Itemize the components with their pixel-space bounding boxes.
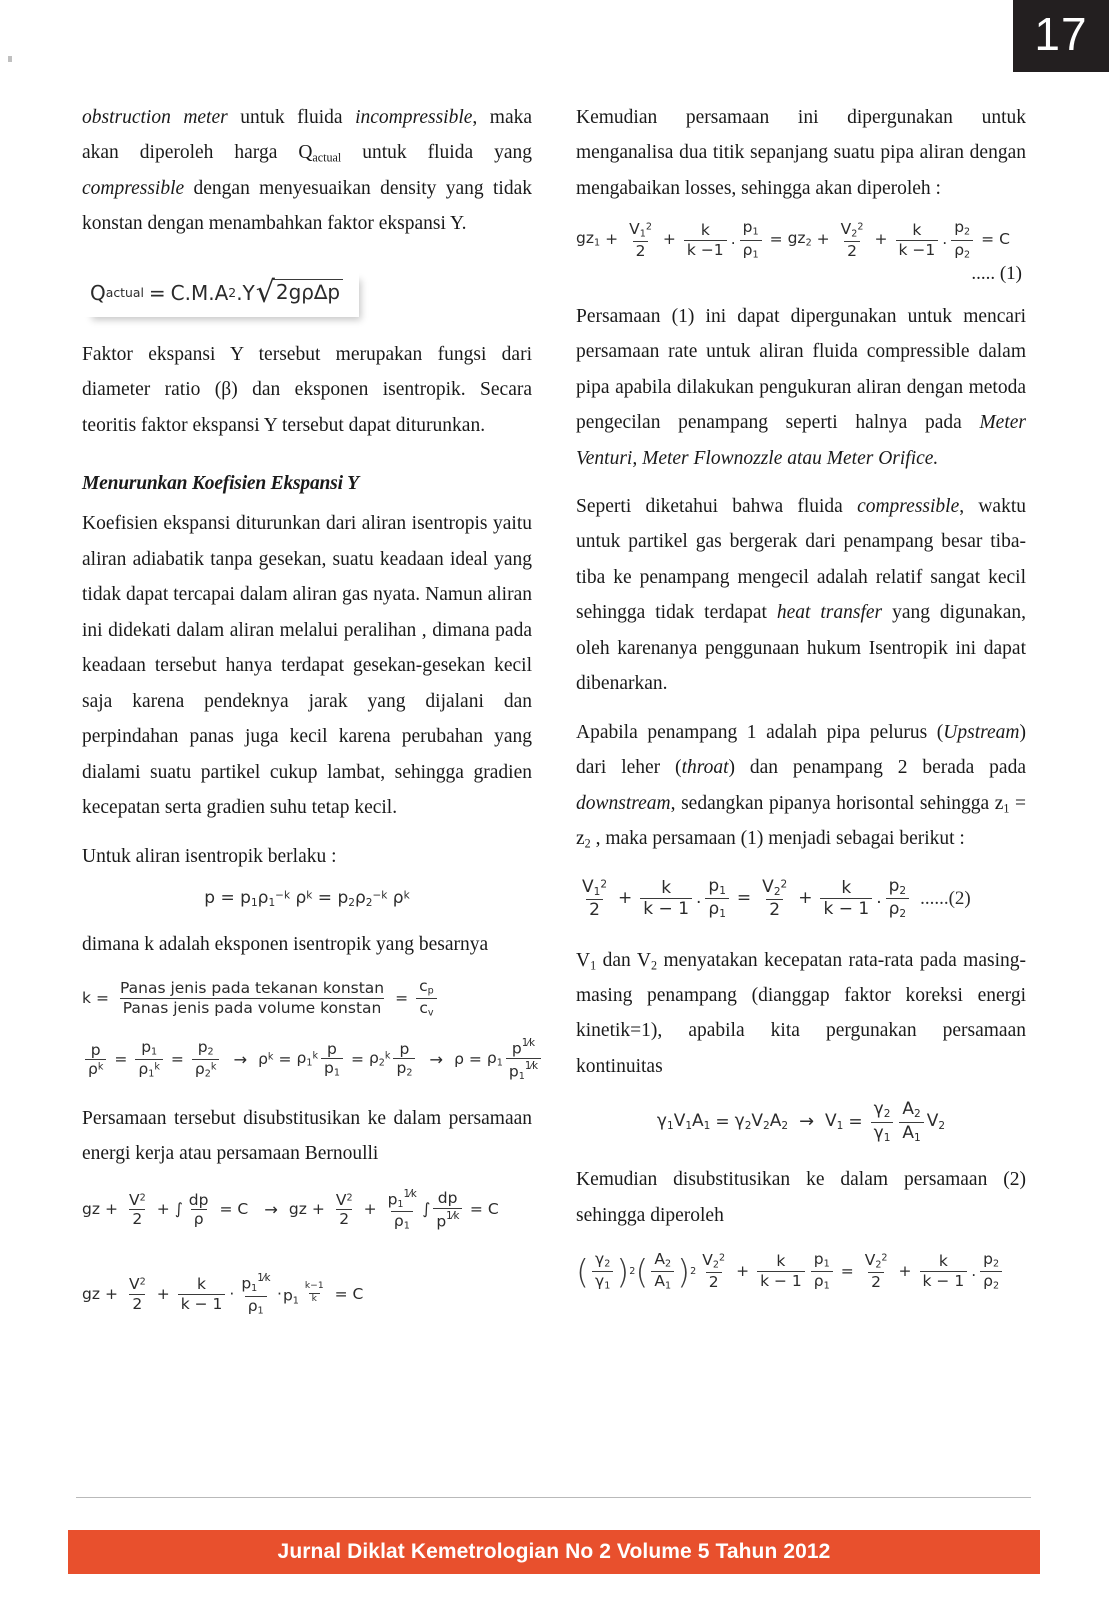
fraction-v2-over-2-c — [126, 1276, 149, 1312]
plus-e1-1: + — [605, 230, 619, 249]
denominator-k-minus-1-e3b: k − 1 — [920, 1271, 968, 1290]
equation-1 — [576, 219, 1026, 260]
multiply-dot-2: · — [277, 1284, 282, 1303]
denominator-2-e2b: 2 — [766, 899, 783, 919]
integral-icon-2: ∫ — [422, 1200, 431, 1219]
paragraph-faktor-ekspansi: Faktor ekspansi Y tersebut merupakan fungsi dari diameter ratio (β) dan eksponen isentropik. Secara teoritis faktor ekspansi Y tersebut dapat diturunkan. — [82, 343, 532, 436]
fraction-cp-cv — [416, 978, 437, 1019]
term-compressible-2: compressible — [857, 496, 960, 517]
text-density-ekspansi: dengan menyesuaikan density yang tidak konstan dengan menambahkan faktor ekspansi Y. — [82, 177, 532, 235]
numerator-k-e1b: k — [912, 220, 922, 239]
v2-tail: $V_2$ — [926, 1111, 946, 1132]
fraction-p-over-p1 — [321, 1041, 343, 1080]
term-upstream: Upstream — [943, 721, 1020, 743]
z-subscript-1: 1 — [1003, 801, 1010, 816]
plus-e1-4: + — [874, 230, 888, 249]
denominator-k-minus-1-a: k − 1 — [178, 1294, 226, 1313]
denominator-rho1-b: $\rho_1$ — [245, 1296, 267, 1317]
equals-e1: = — [769, 230, 783, 249]
fraction-dp-over-rho — [186, 1192, 212, 1228]
paragraph-untuk-aliran-isentropik: Untuk aliran isentropik berlaku : — [82, 845, 337, 867]
numerator-p2-e2: $p_2$ — [888, 875, 907, 897]
equals-sign-cp-cv: = — [395, 988, 409, 1007]
equals-5: = — [468, 1050, 482, 1069]
plus-e3-1: + — [736, 1261, 750, 1280]
gamma2-v2-a2: $\gamma_2V_2A_2$ — [734, 1111, 789, 1132]
denominator-2-c: 2 — [129, 1294, 145, 1313]
numerator-gamma2: $\gamma_2$ — [873, 1099, 891, 1121]
equation-k-definition — [82, 978, 532, 1019]
fraction-p1exp-over-rho1-b — [238, 1272, 273, 1316]
numerator-v-squared-b: $V^2$ — [335, 1190, 353, 1209]
footer-journal-title: Jurnal Diklat Kemetrologian No 2 Volume 5 Tahun 2012 — [277, 1540, 831, 1563]
denominator-2-e1b: 2 — [844, 241, 860, 260]
numerator-v2-squared-e3b: $V_2^2$ — [864, 1251, 888, 1271]
term-meter-venturi-orifice: Meter Venturi, Meter Flownozzle atau Meter Orifice. — [576, 412, 1026, 469]
paragraph-seperti-diketahui — [576, 489, 1026, 702]
paragraph-dimana-k: dimana k adalah eksponen isentropik yang besarnya — [82, 933, 489, 955]
paragraph-kemudian-disubstitusikan: Kemudian disubstitusikan ke dalam persamaan (2) sehingga diperoleh — [576, 1169, 1026, 1226]
denominator-k-minus-1-e3a: k − 1 — [757, 1271, 805, 1290]
arrow-icon-cont: → — [799, 1111, 815, 1133]
plus-5: + — [104, 1284, 118, 1303]
page-number: 17 — [1034, 8, 1088, 60]
numerator-p: p — [90, 1040, 101, 1059]
equation-1-wrapper — [576, 219, 1026, 284]
k-symbol: k — [82, 988, 91, 1007]
equation-continuity — [576, 1100, 1026, 1144]
equation-2-number: ......(2) — [920, 888, 971, 910]
y-term: .Y — [236, 280, 255, 305]
paragraph-persamaan-1-rate — [576, 299, 1026, 476]
fraction-p1-over-rho1-k — [135, 1039, 163, 1080]
numerator-v2-squared-e3a: $V_2^2$ — [702, 1251, 726, 1271]
term-throat: throat — [681, 757, 729, 779]
radical-icon: √ — [255, 274, 275, 310]
text-dari-leher: ) dari leher ( — [576, 721, 1026, 779]
numerator-v2-squared-e1: $V_2^2$ — [840, 219, 864, 240]
numerator-k-e2a: k — [661, 877, 672, 898]
equation-3 — [576, 1251, 1026, 1292]
term-heat-transfer: heat transfer — [776, 602, 883, 624]
denominator-2-e3a: 2 — [706, 1272, 722, 1291]
equation-1-number: ..... (1) — [971, 262, 1022, 284]
scan-speck — [8, 56, 12, 62]
equals-cont: = — [715, 1111, 730, 1132]
plus-4: + — [363, 1200, 377, 1219]
term-compressible: compressible — [82, 177, 185, 199]
equals-c-1: = C — [219, 1200, 249, 1219]
v-subscript-2: 2 — [650, 957, 657, 972]
denominator-rho1-e1: $\rho_1$ — [740, 240, 762, 261]
numerator-gamma2-e3: $\gamma_2$ — [595, 1250, 611, 1270]
equation-isentropic — [82, 890, 532, 908]
numerator-a2-e3: $A_2$ — [654, 1250, 672, 1270]
fraction-p-over-rho-k — [85, 1042, 106, 1078]
close-paren-2: ) — [677, 1251, 691, 1291]
numerator-k-e3a: k — [776, 1252, 786, 1271]
open-paren-2: ( — [635, 1251, 649, 1291]
denominator-2-e3b: 2 — [868, 1272, 884, 1291]
page-content — [82, 100, 1027, 1335]
paragraph-persamaan-disubstitusikan: Persamaan tersebut disubstitusikan ke dalam persamaan energi kerja atau persamaan Bernoulli — [82, 1107, 532, 1165]
numerator-p1-e2: $p_1$ — [708, 875, 726, 897]
text-waktu-partikel: , waktu untuk partikel gas bergerak dari penampang besar tiba-tiba ke penampang mengecil adalah relatif sangat kecil sehingga tidak terdapat — [576, 496, 1026, 624]
gz-term-2: gz — [288, 1200, 307, 1219]
numerator-p1-exp-b: $p_11⁄k$ — [241, 1271, 271, 1295]
gz2-term: $gz_2$ — [787, 229, 812, 250]
footer-banner — [68, 1530, 1040, 1574]
fraction-p1-over-rho1-e2 — [705, 877, 729, 921]
denominator-rho1-k: $\rho_1^k$ — [135, 1059, 163, 1080]
text-dan-v: dan V — [596, 949, 651, 971]
fraction-k-over-k-minus-1-e2a — [640, 879, 692, 919]
denominator-2-a: 2 — [129, 1209, 145, 1228]
arrow-icon-3: → — [264, 1199, 278, 1219]
radicand: 2gρ∆p — [273, 279, 343, 307]
rho1-k: $\rho_1^k$ — [296, 1049, 318, 1069]
numerator-k-e3b: k — [938, 1252, 948, 1271]
denominator-k-minus-1-e2b: k − 1 — [820, 898, 872, 918]
text-seperti-diketahui: Seperti diketahui bahwa fluida — [576, 496, 858, 517]
close-paren-1: ) — [616, 1251, 630, 1291]
denominator-k-minus-1-e2a: k − 1 — [640, 898, 692, 918]
equals-c-e1: = C — [981, 230, 1010, 249]
rho-k-lhs: $\rho^k$ — [258, 1050, 274, 1069]
plus-e1-2: + — [662, 230, 676, 249]
fraction-v2-over-2-a — [126, 1192, 149, 1228]
text-dan-penampang-2: ) dan penampang 2 berada pada — [728, 757, 1026, 779]
arrow-icon-2: → — [429, 1049, 444, 1069]
text-equals-z: = z — [576, 792, 1026, 850]
multiply-dot-e1-1: . — [730, 230, 736, 249]
v-subscript-1: 1 — [590, 957, 597, 972]
denominator-rho2-e3: $\rho_2$ — [980, 1271, 1002, 1292]
fraction-k-over-k-minus-1-e1a — [684, 222, 727, 258]
fraction-gamma2-over-gamma1-e3 — [592, 1251, 613, 1292]
paragraph-obstruction-meter — [82, 100, 532, 242]
integral-icon-1: ∫ — [174, 1200, 183, 1219]
gz1-term: $gz_1$ — [576, 229, 601, 250]
text-untuk-fluida-yang: untuk fluida yang — [341, 142, 533, 164]
plus-e3-2: + — [898, 1261, 912, 1280]
fraction-dp-over-p-exp — [433, 1190, 462, 1230]
a-subscript: 2 — [228, 284, 237, 300]
multiply-dot-e2-2: . — [876, 888, 882, 909]
denominator-k-minus-1-e1a: k −1 — [684, 240, 727, 259]
text-maka-persamaan-1: , maka persamaan (1) menjadi sebagai berikut : — [590, 828, 965, 850]
denominator-a1-e3: $A_1$ — [651, 1271, 674, 1292]
numerator-p1-e1: $p_1$ — [742, 218, 759, 239]
footer-divider-rule — [76, 1497, 1031, 1498]
equals-3: = — [278, 1050, 292, 1069]
section-heading-menurunkan: Menurunkan Koefisien Ekspansi Y — [82, 472, 359, 494]
cma-term: C.M.A — [170, 280, 229, 305]
paragraph-v1-v2-kecepatan — [576, 943, 1026, 1085]
denominator-2-e2a: 2 — [586, 899, 603, 919]
plus-2: + — [156, 1200, 170, 1219]
fraction-a2-over-a1 — [899, 1100, 923, 1144]
equation-rho-chain — [82, 1036, 538, 1083]
numerator-p1-exp-a: $p_11⁄k$ — [387, 1186, 417, 1210]
cp-term: $c_p$ — [419, 977, 434, 997]
term-incompressible: incompressible — [355, 107, 473, 128]
equals-e3: = — [840, 1261, 854, 1280]
fraction-k-over-k-minus-1-e1b — [896, 222, 939, 258]
paragraph-kemudian-persamaan: Kemudian persamaan ini dipergunakan untuk menganalisa dua titik sepanjang suatu pipa aliran dengan mengabaikan losses, sehingga akan diperoleh : — [576, 107, 1026, 199]
multiply-dot-e1-2: . — [942, 230, 948, 249]
gz-term-3: gz — [82, 1284, 100, 1303]
equals-c-3: = C — [334, 1284, 364, 1303]
denominator-p1: $p_1$ — [321, 1058, 343, 1079]
equation-q-actual — [90, 274, 343, 310]
exp-num-k-minus-1: k−1 — [304, 1281, 324, 1292]
numerator-p2: $p_2$ — [197, 1038, 214, 1059]
fraction-p1exp-over-rho1 — [385, 1188, 420, 1232]
equals-e2: = — [736, 888, 752, 909]
denominator-a1: $A_1$ — [899, 1122, 923, 1144]
fraction-k-over-k-minus-1-a — [178, 1276, 226, 1312]
denominator-rho1-e2: $\rho_1$ — [705, 898, 729, 920]
denominator-gamma1: $\gamma_1$ — [871, 1122, 894, 1144]
multiply-dot-e2-1: . — [696, 888, 702, 909]
fraction-v2sq-over-2-e2 — [759, 878, 790, 920]
fraction-a2-over-a1-e3 — [651, 1251, 674, 1292]
fraction-denominator: Panas jenis pada volume konstan — [120, 998, 385, 1017]
fraction-p-exp-over-p1-exp — [506, 1037, 541, 1083]
numerator-v1-squared-e2: $V_1^2$ — [582, 876, 608, 898]
text-v-symbol-1: V — [576, 949, 591, 971]
fraction-p2-over-rho2-e1 — [951, 219, 973, 260]
denominator-rho: ρ — [191, 1209, 207, 1228]
exp-den-k: k — [309, 1293, 320, 1305]
equation-bernoulli-2 — [82, 1272, 532, 1316]
denominator-k-minus-1-e1b: k −1 — [896, 240, 939, 259]
fraction-k-over-k-minus-1-e3a — [757, 1253, 805, 1289]
text-menyatakan-kecepatan: menyatakan kecepatan rata-rata pada masing-masing penampang (dianggap faktor koreksi energi kinetik=1), apabila kita pergunakan persamaan kontinuitas — [576, 949, 1027, 1077]
numerator-k-e1a: k — [700, 220, 710, 239]
denominator-rho2-e2: $\rho_2$ — [886, 898, 910, 920]
denominator-rho1-e3: $\rho_1$ — [811, 1271, 833, 1292]
text-persamaan-1-body: Persamaan (1) ini dapat dipergunakan untuk mencari persamaan rate untuk aliran fluida compressible dalam pipa apabila dilakukan pengukuran aliran dengan metoda pengecilan penampang seperti halnya pada — [576, 305, 1026, 434]
fraction-v2sq-over-2-e3b — [862, 1252, 891, 1291]
equation-2 — [576, 877, 1026, 921]
fraction-v2sq-over-2-e1 — [838, 221, 867, 260]
term-downstream: downstream — [576, 792, 671, 814]
square-root — [255, 274, 343, 310]
equation-q-actual-box — [84, 271, 359, 317]
v1-result: $V_1$ — [825, 1111, 844, 1132]
equation-bernoulli-1 — [82, 1188, 532, 1232]
fraction-v2-over-2-b — [333, 1192, 356, 1228]
fraction-p2-over-rho2-k — [192, 1039, 220, 1080]
q-subscript: actual — [105, 284, 144, 300]
equals-1: = — [114, 1050, 128, 1069]
numerator-v2-squared-e2: $V_2^2$ — [762, 876, 788, 898]
numerator-dp-b: dp — [437, 1188, 458, 1207]
plus-3: + — [311, 1200, 325, 1219]
fraction-k-over-k-minus-1-e2b — [820, 879, 872, 919]
cv-term: $c_v$ — [416, 998, 436, 1019]
fraction-numerator: Panas jenis pada tekanan konstan — [119, 979, 385, 998]
denominator-gamma1-e3: $\gamma_1$ — [592, 1271, 613, 1292]
text-pipanya-horisontal: , sedangkan pipanya horisontal sehingga z — [670, 792, 1004, 814]
gamma1-v1-a1: $\gamma_1V_1A_1$ — [656, 1111, 711, 1132]
left-column — [82, 100, 538, 1335]
equals-c-2: = C — [469, 1200, 499, 1219]
arrow-icon-1: → — [233, 1049, 248, 1069]
q-symbol: Q — [90, 280, 106, 305]
denominator-2-e1a: 2 — [633, 241, 649, 260]
numerator-p1-e3: $p_1$ — [813, 1250, 830, 1270]
exponent-2-b: 2 — [690, 1265, 697, 1277]
rho1-final: $\rho_1$ — [486, 1049, 503, 1069]
subscript-actual: actual — [312, 150, 342, 165]
term-obstruction-meter: obstruction meter — [82, 107, 228, 128]
fraction-gamma2-over-gamma1 — [871, 1100, 894, 1144]
isentropic-expression: $p = p_1\rho_1^{-k}$ $\rho^k = p_2\rho_2^{-k}$ $\rho^k$ — [204, 888, 410, 910]
multiply-dot-1: · — [229, 1284, 235, 1303]
numerator-v1-squared: $V_1^2$ — [629, 219, 652, 240]
fraction-p1-over-rho1-e1 — [740, 219, 762, 260]
text-maka-akan: , maka akan diperoleh harga Q — [82, 107, 533, 164]
paragraph-apabila-penampang — [576, 715, 1026, 857]
text-hukum-isentropik: yang digunakan, oleh karenanya penggunaan hukum Isentropik ini dapat dibenarkan. — [576, 602, 1026, 695]
page-number-badge — [1013, 0, 1109, 72]
equals-sign: = — [148, 280, 166, 305]
numerator-v-squared-c: $V^2$ — [128, 1275, 146, 1294]
plus-6: + — [156, 1284, 170, 1303]
equals-4: = — [350, 1050, 364, 1069]
gz-term-1: gz — [82, 1200, 100, 1219]
fraction-p2-over-rho2-e3 — [980, 1251, 1002, 1292]
fraction-v1sq-over-2 — [626, 221, 655, 260]
equals-2: = — [170, 1050, 184, 1069]
numerator-p-exp: p1⁄k — [511, 1036, 535, 1058]
fraction-v1sq-over-2-e2 — [579, 878, 610, 920]
fraction-p-over-p2 — [393, 1041, 415, 1080]
rho-final: ρ — [454, 1050, 464, 1069]
p1-power-term: $p_1$ $^{\frac{k-1}{k}}$ — [283, 1282, 330, 1306]
right-column — [576, 100, 1026, 1335]
numerator-p2-e1: $p_2$ — [954, 218, 971, 239]
denominator-p2: $p_2$ — [393, 1058, 415, 1079]
text-apabila-penampang: Apabila penampang 1 adalah pipa pelurus ( — [576, 721, 944, 743]
paragraph-koefisien-ekspansi: Koefisien ekspansi diturunkan dari aliran isentropis yaitu aliran adiabatik tanpa gesekan, suatu keadaan ideal yang tidak dapat tercapai dalam aliran gas nyata. Namun aliran ini didekati dalam aliran melalui peralihan , dimana pada keadaan tersebut hanya terdapat gesekan-gesekan kecil saja karena pendeknya jarak yang dijalani dan perpindahan panas juga kecil karena perubahan yang dialami suatu partikel cukup lambat, sehingga gradien kecepatan serta gradien suhu tetap kecil. — [82, 513, 532, 819]
denominator-rho-k: $\rho^k$ — [85, 1059, 106, 1078]
plus-e1-3: + — [816, 230, 830, 249]
numerator-p1: $p_1$ — [141, 1038, 158, 1059]
denominator-p1-exp: $p_11⁄k$ — [506, 1058, 541, 1082]
fraction-p2-over-rho2-e2 — [886, 877, 910, 921]
numerator-dp: dp — [188, 1190, 209, 1209]
fraction-p1-over-rho1-e3 — [811, 1251, 833, 1292]
denominator-p-exp: p1⁄k — [433, 1208, 462, 1230]
denominator-rho2-k: $\rho_2^k$ — [192, 1059, 220, 1080]
numerator-k-e2b: k — [841, 877, 852, 898]
equals-sign-k: = — [95, 988, 109, 1007]
plus-e2-1: + — [618, 888, 633, 909]
numerator-a2: $A_2$ — [902, 1099, 921, 1121]
numerator-p-a: p — [327, 1039, 337, 1058]
z-subscript-2: 2 — [584, 836, 591, 851]
numerator-k-a: k — [197, 1275, 207, 1294]
rho2-k: $\rho_2^k$ — [368, 1049, 391, 1069]
denominator-rho1-a: $\rho_1$ — [391, 1211, 413, 1232]
open-paren-1: ( — [576, 1251, 589, 1291]
plus-1: + — [104, 1200, 118, 1219]
fraction-k-over-k-minus-1-e3b — [920, 1253, 968, 1289]
text-untuk-fluida: untuk fluida — [227, 107, 356, 128]
equals-cont-2: = — [848, 1111, 863, 1132]
denominator-rho2-e1: $\rho_2$ — [951, 240, 973, 261]
multiply-dot-e3: . — [971, 1261, 977, 1280]
denominator-2-b: 2 — [336, 1209, 352, 1228]
numerator-p-b: p — [399, 1039, 410, 1058]
plus-e2-2: + — [798, 888, 813, 909]
fraction-panas-jenis — [117, 980, 387, 1016]
fraction-v2sq-over-2-e3a — [699, 1252, 728, 1291]
numerator-v-squared-a: $V^2$ — [128, 1190, 146, 1209]
exponent-2-a: 2 — [629, 1265, 636, 1277]
numerator-p2-e3: $p_2$ — [983, 1250, 1000, 1270]
